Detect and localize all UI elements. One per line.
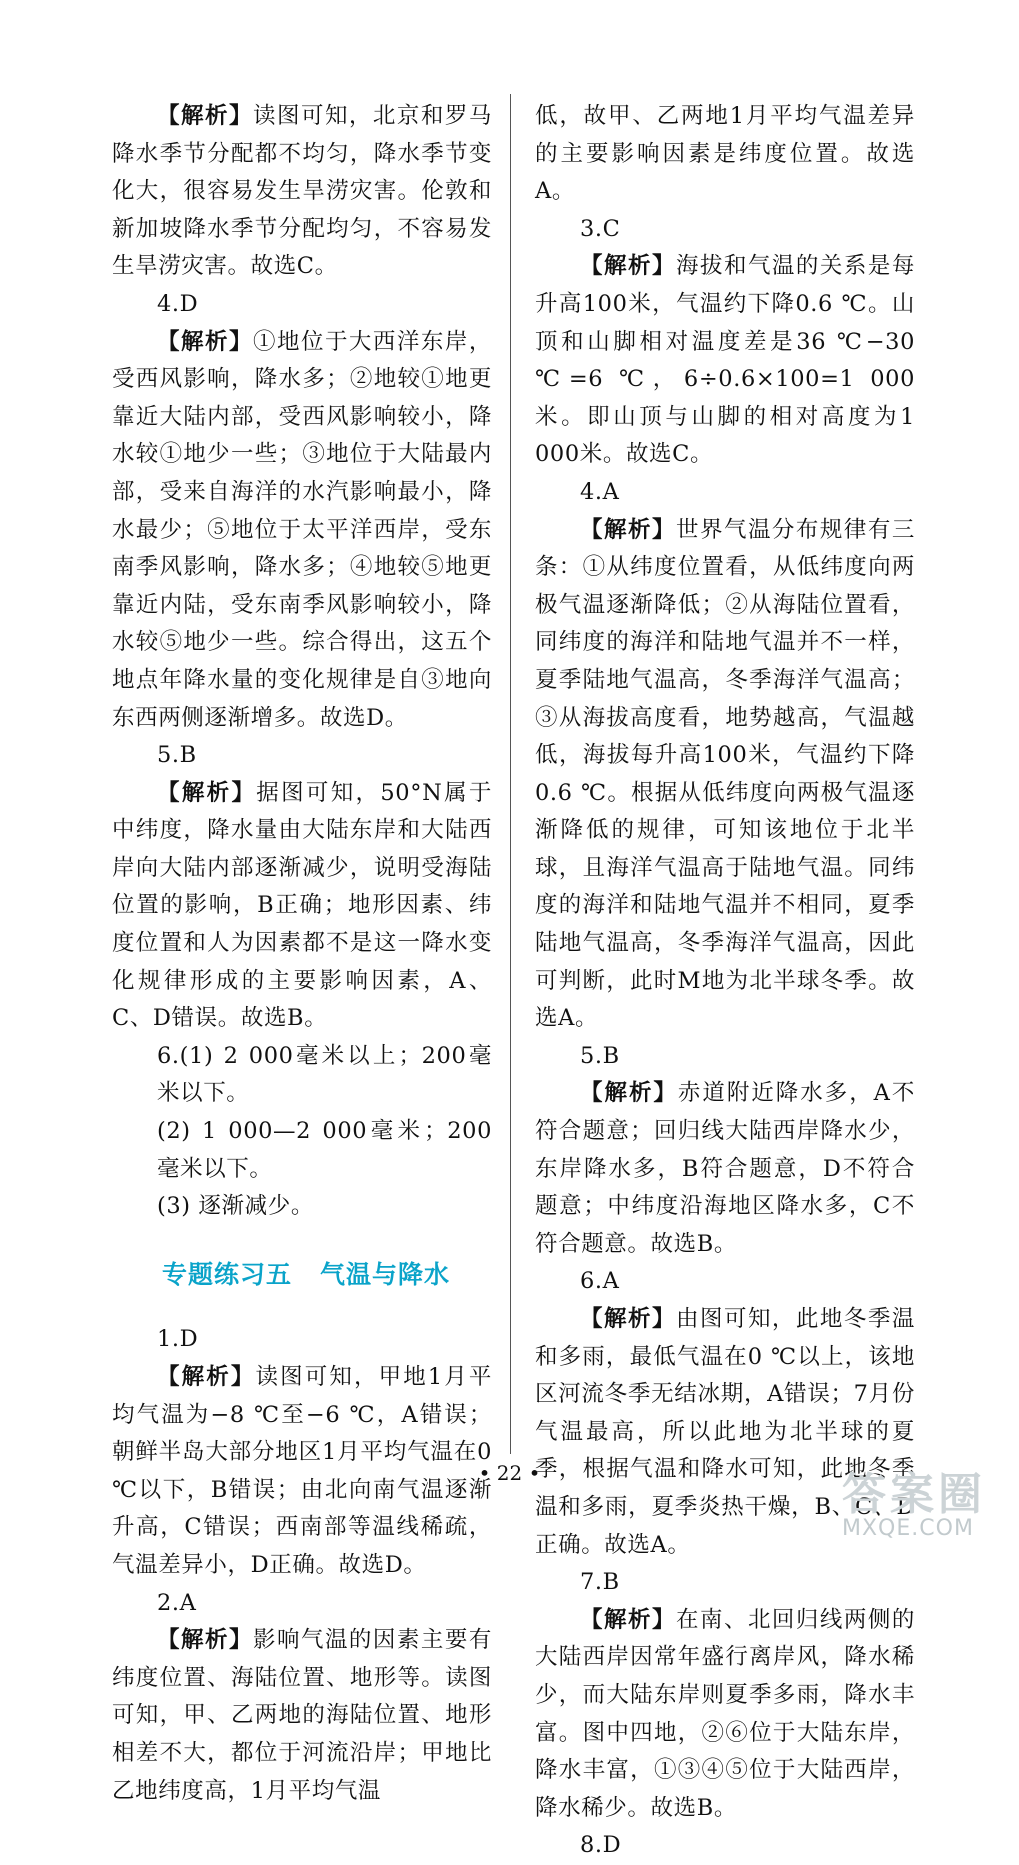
answer-line: 3.C: [580, 215, 621, 242]
explanation-tag: 【解析】: [580, 1606, 676, 1633]
sub-answer-line: (3) 逐渐减少。: [157, 1193, 314, 1220]
explanation-tag: 【解析】: [580, 516, 676, 543]
answer-line: 5.B: [580, 1042, 620, 1069]
watermark-logo: [842, 1458, 1014, 1541]
explanation-text: 据图可知，50°N属于中纬度，降水量由大陆东岸和大陆西岸向大陆内部逐渐减少，说明受海陆位置的影响，B正确；地形因素、纬度位置和人为因素都不是这一降水变化规律形成的主要影响因素，A、C、D错误。故选B。: [112, 779, 492, 1032]
page-number-value: 22: [496, 1461, 523, 1485]
answer-line: 2.A: [157, 1589, 197, 1616]
section-title: [112, 1256, 492, 1294]
explanation-tag: 【解析】: [580, 253, 676, 280]
sub-answer-line: (2) 1 000—2 000毫米；200毫米以下。: [157, 1118, 492, 1182]
explanation-text: 由图可知，此地冬季温和多雨，最低气温在0 ℃以上，该地区河流冬季无结冰期，A错误；7月份气温最高，所以此地为北半球的夏季，根据气温和降水可知，此地冬季温和多雨，夏季炎热干燥，B、C、D正确。故选A。: [535, 1306, 915, 1558]
explanation-tag: 【解析】: [157, 328, 253, 355]
explanation-paragraph: [535, 1075, 915, 1263]
explanation-tag: 【解析】: [157, 1364, 256, 1390]
answer-line: 6.(1) 2 000毫米以上；200毫米以下。: [157, 1042, 492, 1107]
explanation-text: 世界气温分布规律有三条：①从纬度位置看，从低纬度向两极气温逐渐降低；②从海陆位置看，同纬度的海洋和陆地气温并不一样，夏季陆地气温高，冬季海洋气温高；③从海拔高度看，地势越高，气温越低，海拔每升高100米，气温约下降0.6 ℃。根据从低纬度向两极气温逐渐降低的规律，可知该地位于北半球，且海洋气温高于陆地气温。同纬度的海洋和陆地气温并不相同，夏季陆地气温高，冬季海洋气温高，因此可判断，此时M地为北半球冬季。故选A。: [535, 516, 915, 1032]
answer-line: 6.A: [580, 1268, 620, 1295]
section-topic: 气温与降水: [320, 1259, 451, 1289]
explanation-paragraph: [535, 248, 915, 474]
answer-line: 7.B: [580, 1569, 620, 1596]
explanation-paragraph: [535, 1602, 915, 1828]
explanation-tag: 【解析】: [157, 1627, 253, 1654]
explanation-paragraph: [112, 324, 492, 738]
answer-line: 4.A: [580, 478, 620, 505]
explanation-text: 赤道附近降水多，A不符合题意；回归线大陆西岸降水少，东岸降水多，B符合题意，D不符合题意；中纬度沿海地区降水多，C不符合题意。故选B。: [535, 1080, 915, 1257]
left-column: [112, 98, 492, 1810]
explanation-paragraph: [112, 1622, 492, 1810]
explanation-tag: 【解析】: [157, 103, 253, 129]
answer-line: 5.B: [157, 742, 197, 769]
explanation-text: ①地位于大西洋东岸，受西风影响，降水多；②地较①地更靠近大陆内部，受西风影响较小，降水较①地少一些；③地位于大陆最内部，受来自海洋的水汽影响最小，降水最少；⑤地位于太平洋西岸，受东南季风影响，降水多；④地较⑤地更靠近内陆，受东南季风影响较小，降水较⑤地少一些。综合得出，这五个地点年降水量的变化规律是自③地向东西两侧逐渐增多。故选D。: [112, 328, 492, 731]
watermark-url: MXQE.COM: [842, 1516, 974, 1541]
explanation-text: 在南、北回归线两侧的大陆西岸因常年盛行离岸风，降水稀少，而大陆东岸则夏季多雨，降水丰富。图中四地，②⑥位于大陆东岸，降水丰富，①③④⑤位于大陆西岸，降水稀少。故选B。: [535, 1606, 915, 1821]
explanation-paragraph: [112, 98, 492, 286]
explanation-text: 海拔和气温的关系是每升高100米，气温约下降0.6 ℃。山顶和山脚相对温度差是36 ℃−30 ℃=6 ℃，6÷0.6×100=1 000米。即山顶与山脚的相对高度为1 000米。故选C。: [535, 253, 915, 468]
answer-line: 8.D: [580, 1832, 622, 1859]
explanation-paragraph: [112, 775, 492, 1038]
explanation-text: 影响气温的因素主要有纬度位置、海陆位置、地形等。读图可知，甲、乙两地的海陆位置、地形相差不大，都位于河流沿岸；甲地比乙地纬度高，1月平均气温: [112, 1627, 492, 1804]
explanation-tag: 【解析】: [580, 1306, 676, 1332]
explanation-tag: 【解析】: [580, 1080, 678, 1107]
watermark-chinese: 答案圈: [842, 1469, 986, 1520]
page-number: • 22 •: [478, 1461, 541, 1485]
section-number: 专题练习五: [162, 1259, 293, 1289]
explanation-text: 读图可知，北京和罗马降水季节分配都不均匀，降水季节变化大，很容易发生旱涝灾害。伦敦和新加坡降水季节分配均匀，不容易发生旱涝灾害。故选C。: [112, 103, 492, 280]
continued-paragraph: 低，故甲、乙两地1月平均气温差异的主要影响因素是纬度位置。故选A。: [535, 103, 915, 205]
column-divider: [510, 94, 511, 1454]
right-column: [535, 98, 915, 1865]
answer-line: 4.D: [157, 290, 199, 317]
explanation-paragraph: [535, 512, 915, 1038]
answer-line: 1.D: [157, 1326, 199, 1353]
explanation-text: 读图可知，甲地1月平均气温为−8 ℃至−6 ℃，A错误；朝鲜半岛大部分地区1月平均气温在0 ℃以下，B错误；由北向南气温逐渐升高，C错误；西南部等温线稀疏，气温差异小，D正确。故选D。: [112, 1364, 492, 1578]
explanation-tag: 【解析】: [157, 779, 257, 806]
